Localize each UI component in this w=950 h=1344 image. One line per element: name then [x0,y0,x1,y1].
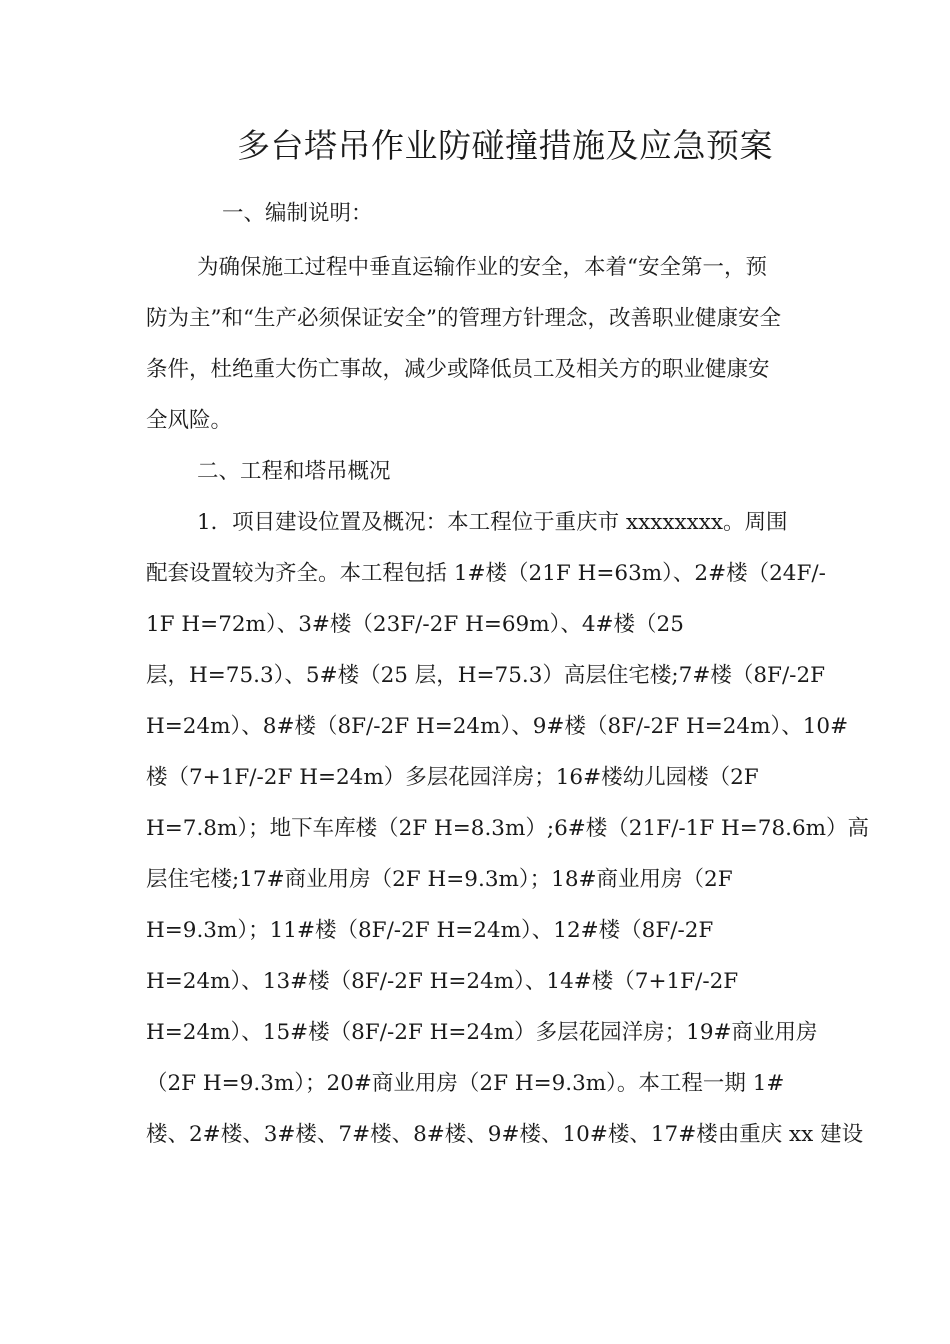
paragraph-line: H=24m）、15#楼（8F/-2F H=24m）多层花园洋房；19#商业用房 [146,1020,818,1045]
paragraph-line: H=9.3m）；11#楼（8F/-2F H=24m）、12#楼（8F/-2F [146,918,714,943]
paragraph-line: （2F H=9.3m）；20#商业用房（2F H=9.3m）。本工程一期 1# [146,1071,785,1096]
section-heading: 二、工程和塔吊概况 [197,459,391,484]
paragraph-line: 楼（7+1F/-2F H=24m）多层花园洋房；16#楼幼儿园楼（2F [146,765,759,790]
paragraph-line: 配套设置较为齐全。本工程包括 1#楼（21F H=63m）、2#楼（24F/- [146,561,826,586]
paragraph-line: 条件，杜绝重大伤亡事故，减少或降低员工及相关方的职业健康安 [146,357,770,382]
paragraph-line: H=7.8m）；地下车库楼（2F H=8.3m）;6#楼（21F/-1F H=78.6m）高 [146,816,870,841]
paragraph-line: 1F H=72m）、3#楼（23F/-2F H=69m）、4#楼（25 [146,612,684,637]
paragraph-line: 楼、2#楼、3#楼、7#楼、8#楼、9#楼、10#楼、17#楼由重庆 xx 建设 [146,1122,864,1147]
paragraph-line: 为确保施工过程中垂直运输作业的安全，本着“安全第一，预 [197,255,767,280]
section-heading: 一、编制说明： [222,201,373,226]
paragraph-line: 1．项目建设位置及概况：本工程位于重庆市 xxxxxxxx。周围 [197,510,788,535]
paragraph-line: H=24m）、8#楼（8F/-2F H=24m）、9#楼（8F/-2F H=24m）、10# [146,714,849,739]
document-title: 多台塔吊作业防碰撞措施及应急预案 [237,126,773,165]
paragraph-line: 防为主”和“生产必须保证安全”的管理方针理念，改善职业健康安全 [146,306,781,331]
paragraph-line: 层，H=75.3）、5#楼（25 层，H=75.3）高层住宅楼;7#楼（8F/-2F [146,663,826,688]
paragraph-line: H=24m）、13#楼（8F/-2F H=24m）、14#楼（7+1F/-2F [146,969,739,994]
paragraph-line: 全风险。 [146,408,233,433]
paragraph-line: 层住宅楼;17#商业用房（2F H=9.3m）；18#商业用房（2F [146,867,733,892]
